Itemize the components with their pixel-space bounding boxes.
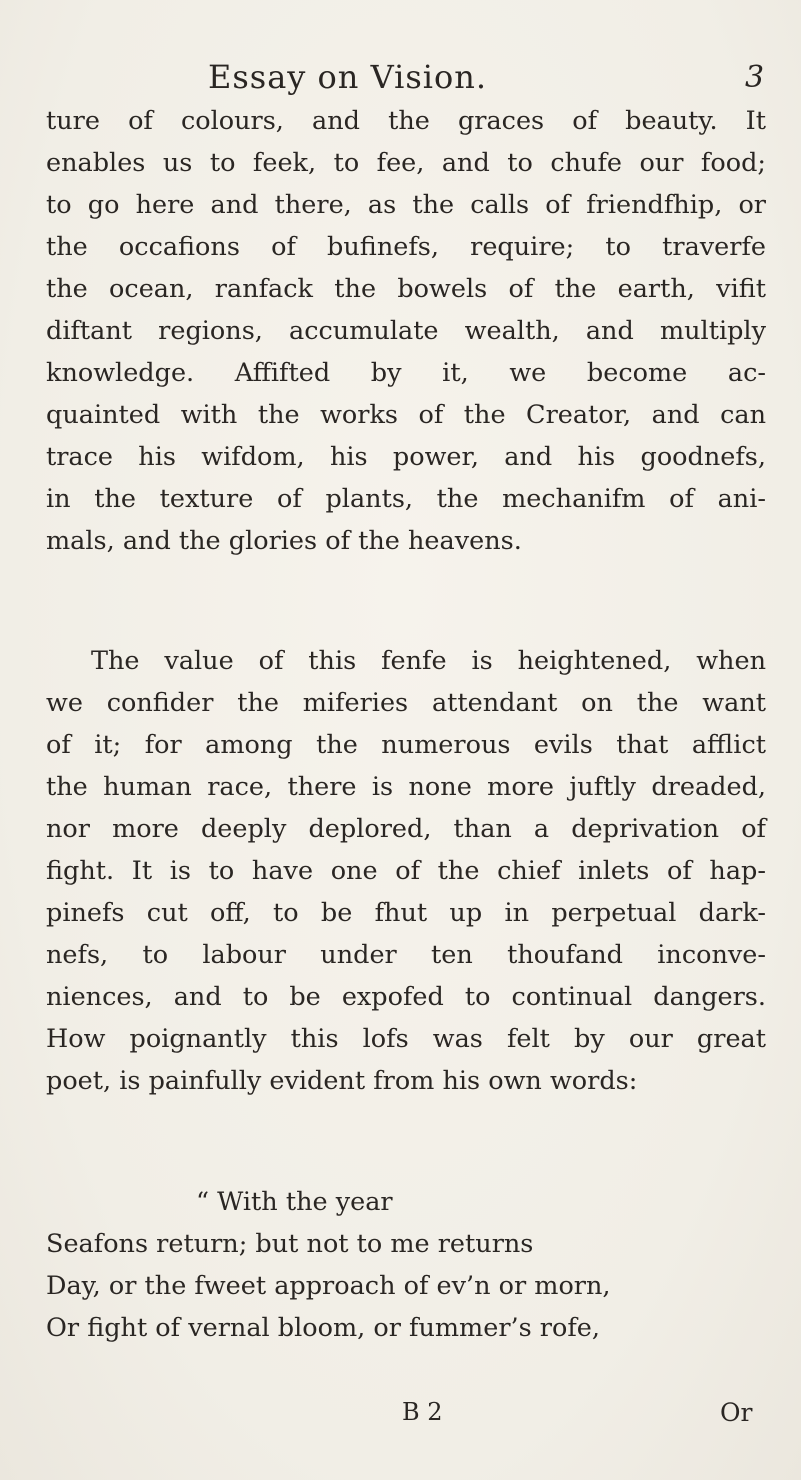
verse-line: Or fight of vernal bloom, or fummer’s rofe, [46, 1313, 600, 1343]
text-line: enables us to feek, to fee, and to chufe our food; [46, 148, 766, 178]
text-line: of it; for among the numerous evils that afflict [46, 730, 766, 760]
text-line: The value of this fenfe is heightened, when [91, 646, 766, 676]
text-line: diftant regions, accumulate wealth, and multiply [46, 316, 766, 346]
text-line: fight. It is to have one of the chief inlets of hap- [46, 856, 766, 886]
text-line: we confider the miferies attendant on the want [46, 688, 766, 718]
text-line: knowledge. Affifted by it, we become ac- [46, 358, 766, 388]
text-line: mals, and the glories of the heavens. [46, 526, 522, 556]
verse-line: “ With the year [196, 1187, 393, 1217]
text-line: niences, and to be expofed to continual dangers. [46, 982, 766, 1012]
text-line: trace his wifdom, his power, and his goodnefs, [46, 442, 766, 472]
text-line: pinefs cut off, to be fhut up in perpetual dark- [46, 898, 766, 928]
text-line: the occafions of bufinefs, require; to traverfe [46, 232, 766, 262]
text-line: the human race, there is none more juftly dreaded, [46, 772, 766, 802]
text-line: to go here and there, as the calls of friendfhip, or [46, 190, 766, 220]
text-line: in the texture of plants, the mechanifm of ani- [46, 484, 766, 514]
text-line: the ocean, ranfack the bowels of the earth, vifit [46, 274, 766, 304]
catchword: Or [720, 1398, 753, 1427]
text-line: nor more deeply deplored, than a deprivation of [46, 814, 766, 844]
text-line: quainted with the works of the Creator, and can [46, 400, 766, 430]
text-line: poet, is painfully evident from his own words: [46, 1066, 638, 1096]
page-number: 3 [745, 60, 765, 95]
text-line: ture of colours, and the graces of beauty. It [46, 106, 766, 136]
text-line: How poignantly this lofs was felt by our great [46, 1024, 766, 1054]
text-line: nefs, to labour under ten thoufand inconve- [46, 940, 766, 970]
verse-line: Day, or the fweet approach of ev’n or morn, [46, 1271, 611, 1301]
running-head: Essay on Vision. [208, 58, 488, 96]
page-header [0, 58, 801, 98]
verse-line: Seafons return; but not to me returns [46, 1229, 534, 1259]
page-footer [0, 1398, 801, 1438]
signature-mark: B 2 [402, 1398, 443, 1426]
